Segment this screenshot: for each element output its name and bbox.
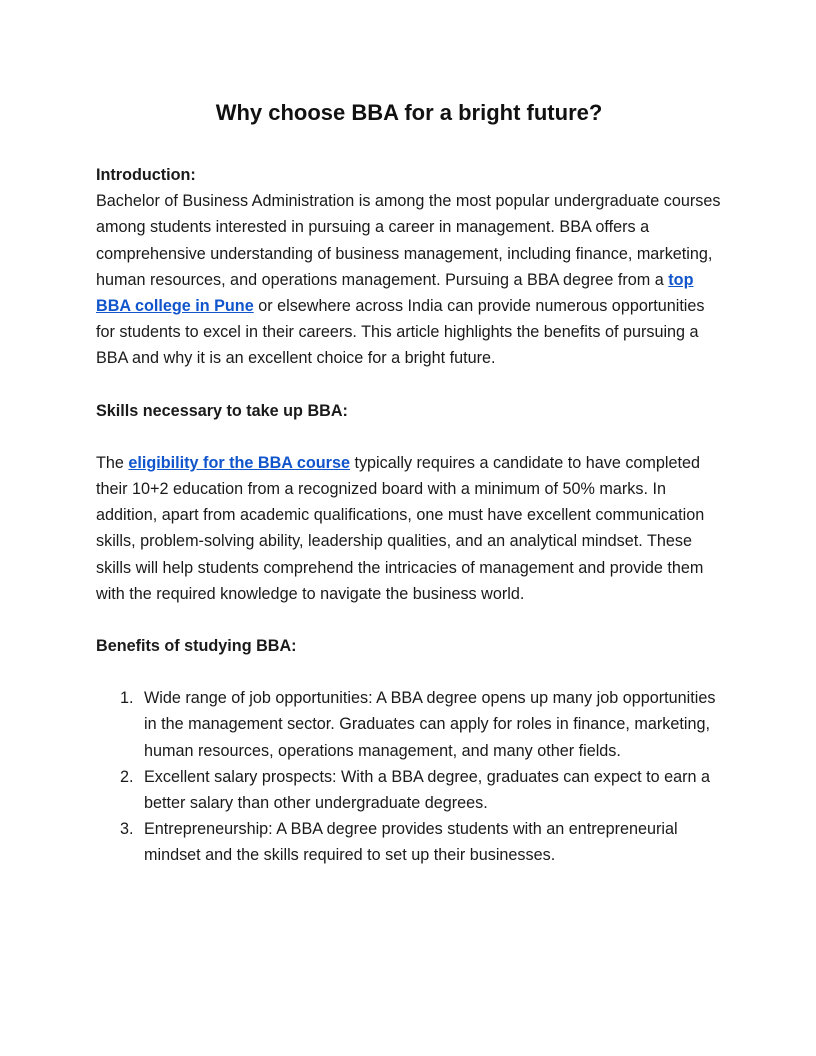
list-item-text: Wide range of job opportunities: A BBA degree opens up many job opportunities in the management sector. Graduates can apply for roles in finance, marketing, human resources, operations management, and many other fields. [144,689,716,760]
document-body [96,98,722,869]
benefits-list [96,685,722,868]
skills-text-before-link: The [96,453,129,472]
list-item-text: Excellent salary prospects: With a BBA degree, graduates can expect to earn a better salary than other undergraduate degrees. [144,767,710,813]
list-item [96,816,722,868]
list-item-number: 2. [120,767,134,786]
bba-eligibility-link[interactable]: eligibility for the BBA course [128,453,350,472]
intro-text-before-link: Bachelor of Business Administration is among the most popular undergraduate courses among students interested in pursuing a career in management. BBA offers a comprehensive understanding of business management, including finance, marketing, human resources, and operations management. Pursuing a BBA degree from a [96,192,721,289]
list-item-number: 1. [120,689,134,708]
list-item [96,685,722,764]
intro-heading: Introduction: [96,166,196,184]
list-item-text: Entrepreneurship: A BBA degree provides students with an entrepreneurial mindset and the skills required to set up their businesses. [144,820,678,865]
skills-text-after-link: typically requires a candidate to have completed their 10+2 education from a recognized board with a minimum of 50% marks. In addition, apart from academic qualifications, one must have excellent communication skills, problem-solving ability, leadership qualities, and an analytical mindset. These skills will help students comprehend the intricacies of management and provide them with the required knowledge to navigate the business world. [96,453,705,603]
intro-paragraph [96,188,722,371]
benefits-heading: Benefits of studying BBA: [96,637,297,656]
list-item [96,764,722,816]
spacer [96,372,722,398]
skills-paragraph [96,450,722,607]
page-title: Why choose BBA for a bright future? [215,100,603,125]
spacer [96,424,722,450]
spacer [96,607,722,633]
list-item-number: 3. [120,820,134,839]
top-bba-college-link[interactable]: top BBA college in Pune [96,270,694,316]
skills-heading: Skills necessary to take up BBA: [96,401,348,420]
spacer [96,659,722,685]
intro-text-after-link: or elsewhere across India can provide numerous opportunities for students to excel in their careers. This article highlights the benefits of pursuing a BBA and why it is an excellent choice for a bright future. [96,297,705,368]
